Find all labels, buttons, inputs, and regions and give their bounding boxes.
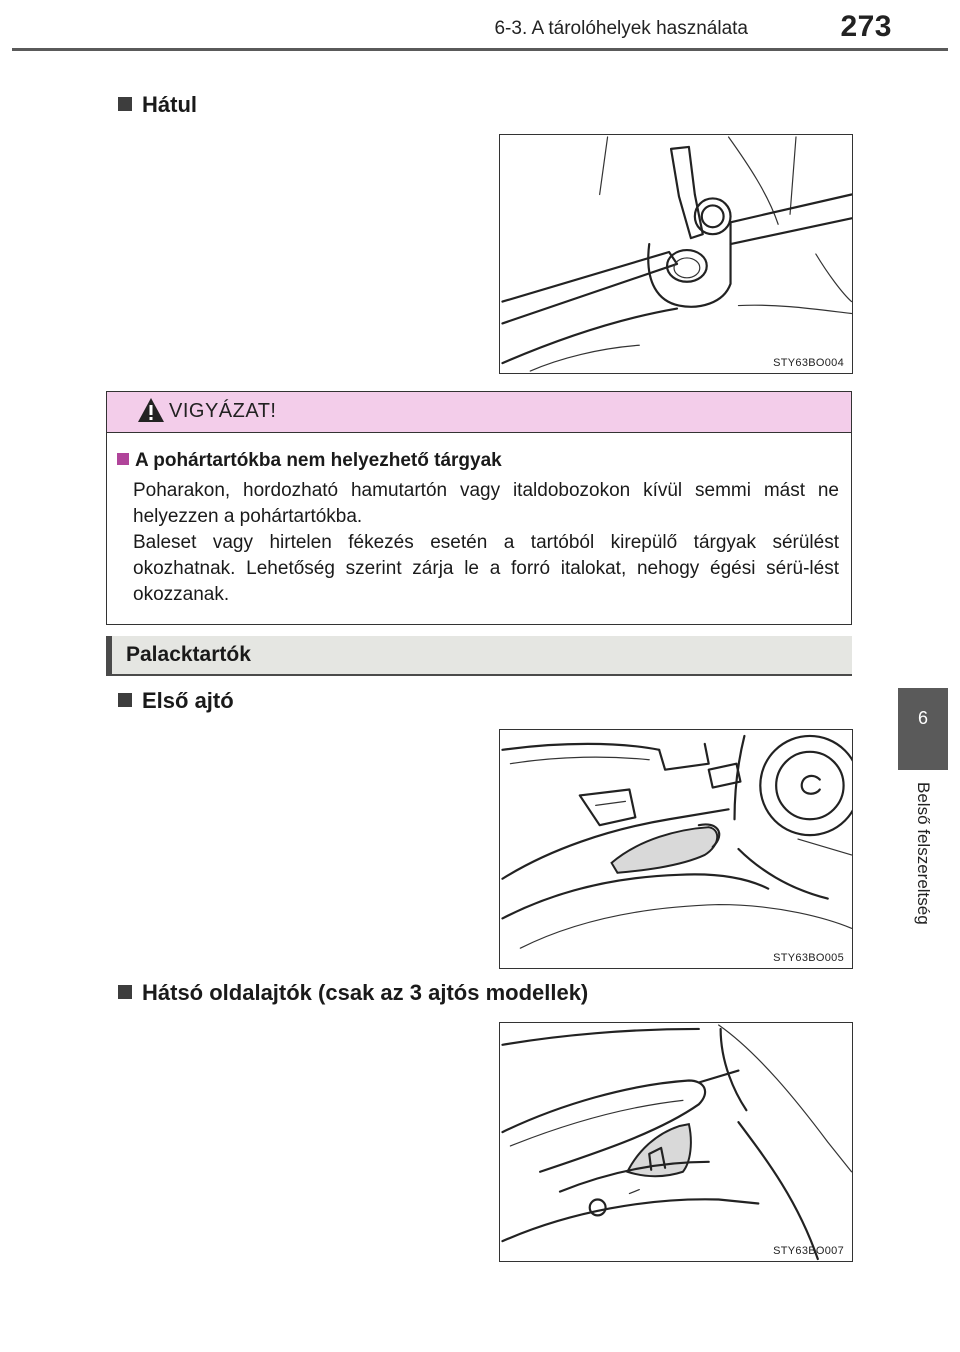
rear-door-heading xyxy=(118,980,588,1006)
section-bar-edge xyxy=(106,636,112,674)
section-title: 6-3. A tárolóhelyek használata xyxy=(494,18,748,39)
chapter-tab-label-text: Belső felszereltség xyxy=(914,782,933,925)
caution-paragraph: Poharakon, hordozható hamutartón vagy italdobozokon kívül semmi mást ne helyezzen a pohártartókba. xyxy=(133,480,839,527)
rear-cupholder-illustration xyxy=(500,135,852,373)
front-door-illustration xyxy=(500,730,852,968)
figure-code: STY63BO004 xyxy=(773,357,844,369)
section-bar-bottle-holders xyxy=(106,636,852,676)
page-number: 273 xyxy=(840,10,892,43)
rear-heading-text: Hátul xyxy=(142,92,197,117)
figure-rear-cupholder xyxy=(499,134,853,374)
warning-triangle-icon xyxy=(137,397,165,423)
caution-heading-text: A pohártartókba nem helyezhető tárgyak xyxy=(135,450,502,471)
header-rule xyxy=(12,48,948,51)
caution-body xyxy=(133,478,839,608)
caution-header-bar xyxy=(107,392,851,433)
square-bullet-icon xyxy=(118,693,132,707)
front-door-heading-text: Első ajtó xyxy=(142,688,234,713)
square-bullet-icon xyxy=(118,97,132,111)
chapter-tab-label xyxy=(898,782,948,962)
figure-front-door-bottle-holder xyxy=(499,729,853,969)
figure-code: STY63BO005 xyxy=(773,952,844,964)
front-door-heading xyxy=(118,688,234,714)
caution-box xyxy=(106,391,852,625)
figure-code: STY63BO007 xyxy=(773,1245,844,1257)
caution-heading xyxy=(117,450,502,472)
figure-rear-door-bottle-holder xyxy=(499,1022,853,1262)
rear-door-heading-text: Hátsó oldalajtók (csak az 3 ajtós modellek) xyxy=(142,980,589,1005)
square-bullet-icon xyxy=(117,453,129,465)
caution-title: VIGYÁZAT! xyxy=(169,400,277,422)
caution-paragraph: Baleset vagy hirtelen fékezés esetén a tartóból kirepülő tárgyak sérülést okozhatnak. Lehetőség szerint zárja le a forró italokat, nehogy égési sérü-lést okozzanak. xyxy=(133,532,839,605)
rear-heading xyxy=(118,92,197,118)
square-bullet-icon xyxy=(118,985,132,999)
chapter-tab-number: 6 xyxy=(898,688,948,770)
section-bar-title: Palacktartók xyxy=(126,643,251,666)
rear-door-illustration xyxy=(500,1023,852,1261)
